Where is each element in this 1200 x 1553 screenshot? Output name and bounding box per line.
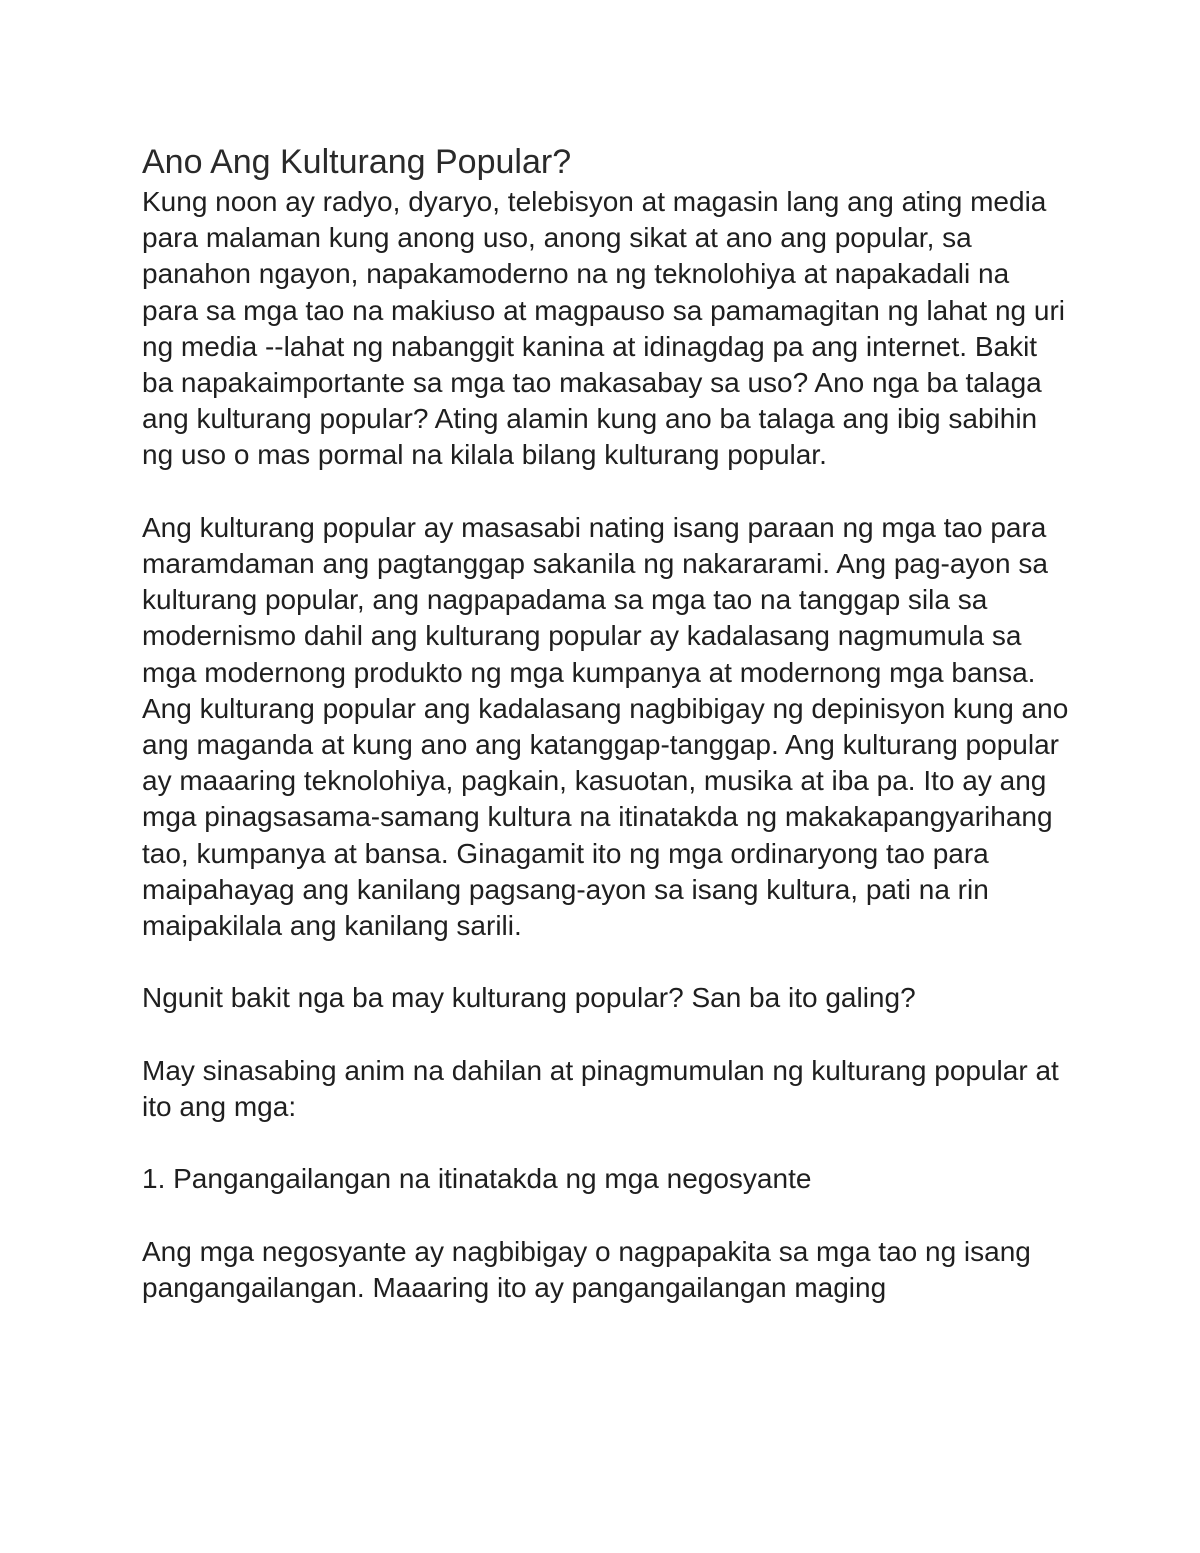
paragraph-definition: Ang kulturang popular ay masasabi nating isang paraan ng mga tao para maramdaman ang pagtanggap sakanila ng nakararami. Ang pag-ayon sa kulturang popular, ang nagpapadama sa mga tao na tanggap sila sa modernismo dahil ang kulturang popular ay kadalasang nagmumula sa mga modernong produkto ng mga kumpanya at modernong mga bansa. Ang kulturang popular ang kadalasang nagbibigay ng depinisyon kung ano ang maganda at kung ano ang katanggap-tanggap. Ang kulturang popular ay maaaring teknolohiya, pagkain, kasuotan, musika at iba pa. Ito ay ang mga pinagsasama-samang kultura na itinatakda ng makakapangyarihang tao, kumpanya at bansa. Ginagamit ito ng mga ordinaryong tao para maipahayag ang kanilang pagsang-ayon sa isang kultura, pati na rin maipakilala ang kanilang sarili. <box>142 511 1069 942</box>
paragraph-spacer <box>142 1125 1072 1161</box>
paragraph-spacer <box>142 474 1072 510</box>
document-title: Ano Ang Kulturang Popular? <box>142 143 572 181</box>
paragraph-spacer <box>142 1198 1072 1234</box>
paragraph-negosyante: Ang mga negosyante ay nagbibigay o nagpapakita sa mga tao ng isang pangangailangan. Maaaring ito ay pangangailangan maging <box>142 1235 1031 1304</box>
paragraph-spacer <box>142 944 1072 980</box>
document-body <box>142 140 1072 1306</box>
paragraph-intro: Kung noon ay radyo, dyaryo, telebisyon at magasin lang ang ating media para malaman kung anong uso, anong sikat at ano ang popular, sa panahon ngayon, napakamoderno na ng teknolohiya at napakadali na para sa mga tao na makiuso at magpauso sa pamamagitan ng lahat ng uri ng media --lahat ng nabanggit kanina at idinagdag pa ang internet. Bakit ba napakaimportante sa mga tao makasabay sa uso? Ano nga ba talaga ang kulturang popular? Ating alamin kung ano ba talaga ang ibig sabihin ng uso o mas pormal na kilala bilang kulturang popular. <box>142 186 1066 471</box>
paragraph-spacer <box>142 1017 1072 1053</box>
list-item-heading: 1. Pangangailangan na itinatakda ng mga negosyante <box>142 1163 812 1195</box>
paragraph-question: Ngunit bakit nga ba may kulturang popular? San ba ito galing? <box>142 982 916 1014</box>
paragraph-reasons-intro: May sinasabing anim na dahilan at pinagmumulan ng kulturang popular at ito ang mga: <box>142 1054 1059 1123</box>
